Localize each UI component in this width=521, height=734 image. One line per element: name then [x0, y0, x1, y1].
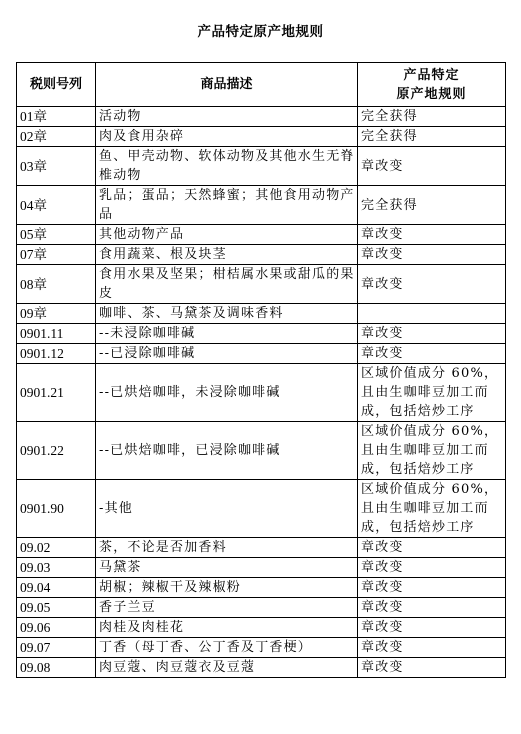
code-cell: 09.07	[17, 638, 96, 658]
rule-cell: 章改变	[358, 658, 506, 678]
rule-cell: 章改变	[358, 618, 506, 638]
code-cell: 02章	[17, 127, 96, 147]
rule-cell: 区域价值成分 60%，且由生咖啡豆加工而成，包括焙炒工序	[358, 364, 506, 422]
header-rule-line2: 原产地规则	[396, 86, 467, 102]
rule-cell: 章改变	[358, 225, 506, 245]
header-description: 商品描述	[96, 63, 358, 107]
code-cell: 0901.22	[17, 422, 96, 480]
rule-cell: 章改变	[358, 638, 506, 658]
table-row	[17, 558, 506, 578]
table-row	[17, 538, 506, 558]
header-rule	[358, 63, 506, 107]
table-row	[17, 344, 506, 364]
code-cell: 09.08	[17, 658, 96, 678]
code-cell: 05章	[17, 225, 96, 245]
rule-cell: 章改变	[358, 245, 506, 265]
table-row	[17, 147, 506, 186]
rule-cell: 章改变	[358, 598, 506, 618]
code-cell: 0901.12	[17, 344, 96, 364]
description-cell: 丁香（母丁香、公丁香及丁香梗）	[96, 638, 358, 658]
table-row	[17, 618, 506, 638]
description-cell: 其他动物产品	[96, 225, 358, 245]
description-cell: 茶，不论是否加香料	[96, 538, 358, 558]
code-cell: 08章	[17, 265, 96, 304]
description-cell: 咖啡、茶、马黛茶及调味香料	[96, 304, 358, 324]
rule-cell: 完全获得	[358, 186, 506, 225]
rule-cell: 章改变	[358, 558, 506, 578]
description-cell: --未浸除咖啡碱	[96, 324, 358, 344]
table-row	[17, 364, 506, 422]
table-row	[17, 127, 506, 147]
rule-cell	[358, 304, 506, 324]
rule-cell: 章改变	[358, 344, 506, 364]
description-cell: 肉豆蔻、肉豆蔻衣及豆蔻	[96, 658, 358, 678]
description-cell: -其他	[96, 480, 358, 538]
code-cell: 03章	[17, 147, 96, 186]
description-cell: 食用蔬菜、根及块茎	[96, 245, 358, 265]
rule-cell: 完全获得	[358, 127, 506, 147]
description-cell: 食用水果及坚果；柑桔属水果或甜瓜的果皮	[96, 265, 358, 304]
code-cell: 09.06	[17, 618, 96, 638]
code-cell: 0901.11	[17, 324, 96, 344]
rule-cell: 章改变	[358, 147, 506, 186]
code-cell: 09.05	[17, 598, 96, 618]
header-code: 税则号列	[17, 63, 96, 107]
rule-cell: 章改变	[358, 538, 506, 558]
table-row	[17, 638, 506, 658]
rule-cell: 区域价值成分 60%，且由生咖啡豆加工而成，包括焙炒工序	[358, 422, 506, 480]
code-cell: 09章	[17, 304, 96, 324]
description-cell: 胡椒；辣椒干及辣椒粉	[96, 578, 358, 598]
description-cell: 活动物	[96, 107, 358, 127]
description-cell: 鱼、甲壳动物、软体动物及其他水生无脊椎动物	[96, 147, 358, 186]
page-title: 产品特定原产地规则	[197, 24, 324, 40]
rule-cell: 区域价值成分 60%，且由生咖啡豆加工而成，包括焙炒工序	[358, 480, 506, 538]
header-rule-line1: 产品特定	[403, 67, 460, 83]
table-row	[17, 107, 506, 127]
table-row	[17, 225, 506, 245]
description-cell: 肉桂及肉桂花	[96, 618, 358, 638]
code-cell: 04章	[17, 186, 96, 225]
table-row	[17, 578, 506, 598]
code-cell: 01章	[17, 107, 96, 127]
description-cell: 肉及食用杂碎	[96, 127, 358, 147]
table-row	[17, 304, 506, 324]
rule-cell: 章改变	[358, 265, 506, 304]
code-cell: 07章	[17, 245, 96, 265]
description-cell: 香子兰豆	[96, 598, 358, 618]
table-row	[17, 245, 506, 265]
code-cell: 09.03	[17, 558, 96, 578]
table-row	[17, 422, 506, 480]
table-row	[17, 324, 506, 344]
rule-cell: 完全获得	[358, 107, 506, 127]
description-cell: --已浸除咖啡碱	[96, 344, 358, 364]
description-cell: --已烘焙咖啡，未浸除咖啡碱	[96, 364, 358, 422]
description-cell: 马黛茶	[96, 558, 358, 578]
table-row	[17, 265, 506, 304]
code-cell: 0901.90	[17, 480, 96, 538]
table-row	[17, 658, 506, 678]
table-row	[17, 480, 506, 538]
description-cell: --已烘焙咖啡，已浸除咖啡碱	[96, 422, 358, 480]
table-body	[17, 107, 506, 678]
rule-cell: 章改变	[358, 324, 506, 344]
code-cell: 09.02	[17, 538, 96, 558]
description-cell: 乳品；蛋品；天然蜂蜜；其他食用动物产品	[96, 186, 358, 225]
rule-cell: 章改变	[358, 578, 506, 598]
table-row	[17, 598, 506, 618]
code-cell: 0901.21	[17, 364, 96, 422]
table-header-row	[17, 63, 506, 107]
rules-table	[16, 62, 506, 678]
table-row	[17, 186, 506, 225]
code-cell: 09.04	[17, 578, 96, 598]
